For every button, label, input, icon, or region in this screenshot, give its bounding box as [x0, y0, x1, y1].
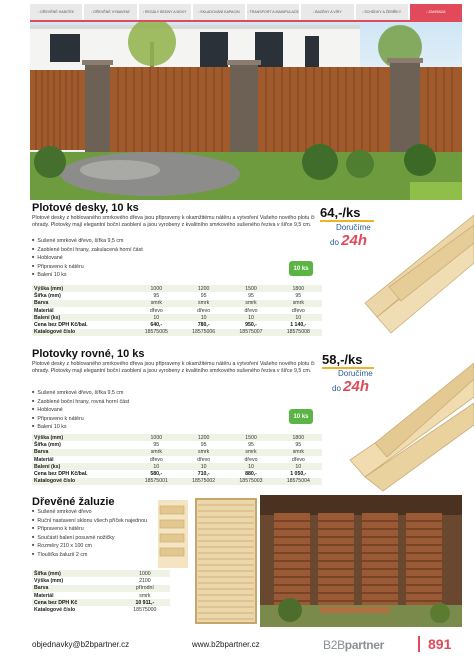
nav-tab[interactable]: ▪ TRANSPORT A MANIPULACE [247, 4, 299, 20]
table-cell: 95 [295, 441, 302, 448]
row-header: Výška (mm) [34, 577, 64, 584]
table-row [32, 321, 322, 328]
table-cell: 18575000 [133, 607, 157, 614]
table-row [32, 585, 170, 592]
table-row [32, 285, 322, 292]
row-header: Katalogové číslo [32, 478, 133, 485]
delivery-label: Doručíme [336, 223, 371, 232]
table-cell: 18575004 [275, 478, 322, 485]
table-cell: 95 [248, 441, 254, 448]
delivery-hours: 24h [343, 378, 369, 395]
table-cell: 1 050,- [290, 471, 307, 478]
table-cell: dřevo [197, 456, 211, 463]
table-cell: smrk [227, 300, 274, 307]
section2-description: Plotové desky z hoblovaného smrkového dřeva jsou připraveny k okamžitému nátěru a vytvoření Vašeho nového plotu či ohrady. Plotovky mají elegantní boční zaoblení a jsou vyrobeny z kvalitního smrkového sušeného řeziva v šířce 9,5 cm. [32, 361, 315, 374]
section2-title: Plotovky rovné, 10 ks [32, 348, 145, 360]
feature-bullet: ■ Tloušťka žaluzií 2 cm [32, 551, 147, 560]
table-row [32, 570, 170, 577]
row-header: Katalogové číslo [32, 329, 133, 336]
table-cell: 1500 [227, 285, 274, 292]
table-row [32, 441, 322, 448]
table-cell: 18575006 [180, 329, 227, 336]
table-cell: 1 140,- [290, 322, 307, 329]
table-cell: 880,- [245, 471, 257, 478]
table-row [32, 456, 322, 463]
nav-tab[interactable]: ▪ SCHŮDKY A ŽEBŘÍKY [356, 4, 408, 20]
nav-tab[interactable]: ▪ DŘEVĚNÉ HABITÉK [30, 4, 82, 20]
table-cell: 950,- [245, 322, 257, 329]
section1-bullets [32, 237, 143, 280]
table-cell: smrk [180, 449, 227, 456]
table-cell: 10 [180, 314, 227, 321]
row-header: Balení (ks) [32, 314, 133, 321]
nav-tab[interactable]: ▪ SKLADOVÁNÍ KAPACIN [193, 4, 245, 20]
delivery-do: do [332, 384, 341, 393]
table-cell: dřevo [291, 456, 305, 463]
feature-bullet: ■ Balení 10 ks [32, 271, 143, 280]
table-cell: 10 [275, 314, 322, 321]
table-cell: 18575002 [180, 478, 227, 485]
feature-bullet: ■ Balení 10 ks [32, 423, 129, 432]
feature-bullet: ■ Připraveno k nátěru [32, 525, 147, 534]
feature-bullet: ■ Ruční nastavení sklonu všech příček najednou [32, 517, 147, 526]
feature-bullet: ■ Sušené smrkové dřevo [32, 508, 147, 517]
table-cell: 710,- [197, 471, 210, 478]
section2-price: 58,-/ks [322, 352, 363, 367]
table-cell: 95 [153, 292, 160, 299]
table-cell: 1800 [275, 285, 322, 292]
table-cell: smrk [180, 300, 227, 307]
section2-product-photo [345, 355, 474, 500]
brand-logo [323, 638, 384, 652]
section2-pack-badge: 10 ks [289, 409, 313, 424]
delivery-label: Doručíme [338, 369, 373, 378]
table-cell: dřevo [149, 307, 163, 314]
section1-price: 64,-/ks [320, 205, 361, 220]
table-cell: dřevo [244, 307, 258, 314]
table-cell: 580,- [150, 471, 163, 478]
table-row [32, 300, 322, 307]
table-row [32, 307, 322, 314]
feature-bullet: ■ Hoblované [32, 254, 143, 263]
table-cell: 95 [295, 292, 302, 299]
table-row [32, 314, 322, 321]
table-cell: přírodní [120, 585, 170, 592]
table-cell: 10 [227, 314, 274, 321]
footer-website[interactable]: www.b2bpartner.cz [192, 640, 260, 649]
row-header: Katalogové číslo [34, 607, 76, 614]
footer-divider [418, 636, 420, 652]
section3-bullets [32, 508, 147, 559]
feature-bullet: ■ Připraveno k nátěru [32, 415, 129, 424]
row-header: Výška (mm) [32, 434, 133, 441]
row-header: Materiál [34, 307, 54, 314]
table-cell: 18575008 [275, 329, 322, 336]
table-cell: 10 [275, 463, 322, 470]
table-cell: 10 [133, 314, 180, 321]
table-cell: 2100 [139, 577, 151, 584]
table-cell: 10 [227, 463, 274, 470]
table-cell: 95 [200, 441, 207, 448]
section1-description: Plotové desky z hoblovaného smrkového dřeva jsou připraveny k okamžitému nátěru a vytvoření Vašeho nového plotu či ohrady. Plotovky mají elegantní boční zaoblení a jsou vyrobeny z kvalitního smrkového sušeného řeziva v šířce 9,5 cm. [32, 215, 315, 228]
table-row [32, 463, 322, 470]
row-header: Cena bez DPH Kč/bal. [34, 471, 88, 478]
feature-bullet: ■ Zaoblené boční hrany, rovná horní část [32, 398, 129, 407]
table-row [32, 292, 322, 299]
table-cell: 1200 [180, 285, 227, 292]
table-cell: smrk [133, 300, 180, 307]
row-header: Barva [32, 300, 133, 307]
table-cell: smrk [275, 449, 322, 456]
page-number: 891 [428, 636, 452, 652]
feature-bullet: ■ Rozměry 210 x 100 cm [32, 542, 147, 551]
feature-bullet: ■ Součástí balení posuvné nožičky [32, 534, 147, 543]
feature-bullet: ■ Sušené smrkové dřevo, šířka 9,5 cm [32, 237, 143, 246]
row-header: Cena bez DPH Kč [32, 599, 120, 606]
feature-bullet: ■ Připraveno k nátěru [32, 263, 143, 272]
hero-fence-photo [30, 22, 462, 200]
row-header: Materiál [34, 456, 54, 463]
table-cell: 18575007 [227, 329, 274, 336]
section1-table [32, 285, 322, 336]
footer-email[interactable]: objednavky@b2bpartner.cz [32, 640, 130, 649]
table-cell: 95 [248, 292, 254, 299]
table-cell: 10 [133, 463, 180, 470]
section2-table [32, 434, 322, 485]
table-cell: 1800 [275, 434, 322, 441]
table-cell: 18575005 [133, 329, 180, 336]
table-cell: 780,- [197, 322, 210, 329]
table-cell: 95 [153, 441, 160, 448]
table-row [32, 577, 170, 584]
logo-partner: partner [344, 638, 385, 652]
table-cell: dřevo [244, 456, 258, 463]
table-cell: 1500 [227, 434, 274, 441]
table-row [32, 449, 322, 456]
table-cell: dřevo [197, 307, 211, 314]
row-header: Materiál [34, 592, 54, 599]
shutter-product-photo [194, 497, 258, 632]
section1-product-photo [355, 205, 474, 350]
shutter-detail-photo [158, 500, 188, 573]
nav-tab[interactable]: ▪ DŘEVĚNÉ VYBAVENÍ [84, 4, 136, 20]
table-row [32, 329, 322, 336]
row-header: Výška (mm) [32, 285, 133, 292]
feature-bullet: ■ Sušené smrkové dřevo, šířka 9,5 cm [32, 389, 129, 398]
table-row [32, 592, 170, 599]
section1-title: Plotové desky, 10 ks [32, 202, 139, 214]
nav-tab[interactable]: ▪ ZAHRADA [410, 4, 462, 20]
row-header: Šířka (mm) [34, 441, 61, 448]
table-cell: smrk [275, 300, 322, 307]
table-cell: 1200 [180, 434, 227, 441]
table-cell: 18575001 [133, 478, 180, 485]
section1-pack-badge: 10 ks [289, 261, 313, 276]
category-nav [30, 4, 462, 20]
table-row [32, 478, 322, 485]
feature-bullet: ■ Zaoblené boční hrany, zakulacená horní část [32, 246, 143, 255]
feature-bullet: ■ Hoblované [32, 406, 129, 415]
row-header: Barva [32, 585, 120, 592]
table-cell: 1000 [120, 570, 170, 577]
table-cell: 18575003 [227, 478, 274, 485]
table-cell: 1000 [133, 285, 180, 292]
table-cell: smrk [133, 449, 180, 456]
table-cell: smrk [227, 449, 274, 456]
delivery-do: do [330, 238, 339, 247]
row-header: Barva [32, 449, 133, 456]
row-header: Šířka (mm) [32, 570, 120, 577]
table-cell: 10 911,- [120, 599, 170, 606]
section3-table [32, 570, 170, 614]
row-header: Šířka (mm) [34, 292, 61, 299]
table-cell: 640,- [150, 322, 163, 329]
table-cell: smrk [139, 592, 151, 599]
row-header: Cena bez DPH Kč/bal. [34, 322, 88, 329]
section2-bullets [32, 389, 129, 432]
table-cell: dřevo [291, 307, 305, 314]
nav-tab[interactable]: ▪ REGÁLY BEDNY A BOXY [139, 4, 191, 20]
row-header: Balení (ks) [32, 463, 133, 470]
delivery-hours: 24h [341, 232, 367, 249]
table-row [32, 599, 170, 606]
table-row [32, 434, 322, 441]
nav-tab[interactable]: ▪ BAZÉNY A VÍRY [301, 4, 353, 20]
section3-title: Dřevěné žaluzie [32, 496, 115, 508]
logo-b2b: B2B [323, 638, 345, 652]
shutter-outdoor-photo [260, 495, 462, 627]
table-row [32, 606, 170, 613]
table-cell: 10 [180, 463, 227, 470]
table-row [32, 470, 322, 477]
table-cell: 95 [200, 292, 207, 299]
table-cell: 1000 [133, 434, 180, 441]
table-cell: dřevo [149, 456, 163, 463]
